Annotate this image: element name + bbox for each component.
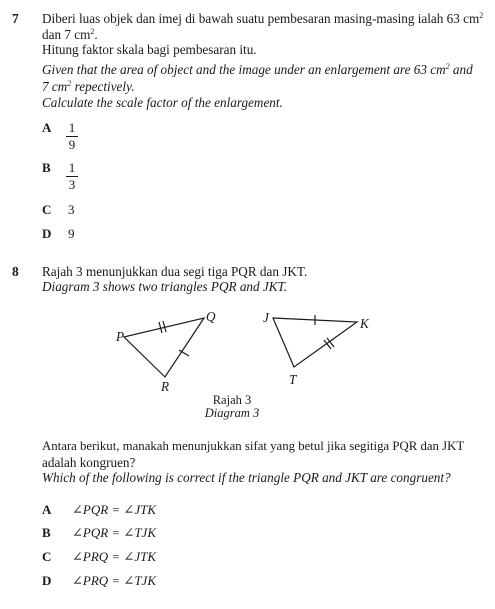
triangle-jkt <box>273 318 357 367</box>
label-q: Q <box>206 309 216 324</box>
q8-english-intro: Diagram 3 shows two triangles PQR and JKT. <box>42 279 288 294</box>
q7-option-d-letter[interactable]: D <box>42 226 52 241</box>
label-k: K <box>360 316 369 331</box>
q7-malay-line-1: Diberi luas objek dan imej di bawah suatu pembesaran masing-masing ialah 63 $cm^2$ <box>42 11 484 26</box>
fraction-numerator: 1 <box>68 120 76 135</box>
q8-option-c-letter[interactable]: C <box>42 549 52 564</box>
q8-malay-intro: Rajah 3 menunjukkan dua segi tiga PQR dan JKT. <box>42 264 308 279</box>
q8-option-d-letter[interactable]: D <box>42 573 52 588</box>
question-7-number: 7 <box>12 11 19 26</box>
q7-option-c-value[interactable]: 3 <box>68 202 75 217</box>
q8-malay-question-line-1: Antara berikut, manakah menunjukkan sifat yang betul jika segitiga PQR dan JKT <box>42 439 465 453</box>
fraction-numerator: 1 <box>68 160 76 175</box>
fraction-denominator: 9 <box>68 137 76 152</box>
q7-english-line-1: Given that the area of object and the image under an enlargement are 63 $cm^2$ and <box>42 62 473 77</box>
q8-option-a-text[interactable]: ∠PQR = ∠JTK <box>72 502 156 517</box>
diagram-caption-malay: Rajah 3 <box>212 393 252 407</box>
q8-malay-question-line-2: adalah kongruen? <box>42 455 136 470</box>
q7-malay-line-2: dan 7 $cm^2$. <box>42 27 98 42</box>
q7-option-d-value[interactable]: 9 <box>68 226 75 241</box>
label-j: J <box>263 310 269 325</box>
label-r: R <box>161 379 170 394</box>
fraction-denominator: 3 <box>68 177 76 192</box>
q7-english-line-2: 7 $cm^2$ repectively. <box>42 79 135 94</box>
q7-malay-line-3: Hitung faktor skala bagi pembesaran itu. <box>42 42 257 57</box>
label-t: T <box>289 372 297 387</box>
q7-option-c-letter[interactable]: C <box>42 202 52 217</box>
diagram-caption-english: Diagram 3 <box>204 406 260 420</box>
q8-option-c-text[interactable]: ∠PRQ = ∠JTK <box>72 549 156 564</box>
question-8-number: 8 <box>12 264 19 279</box>
q8-option-b-text[interactable]: ∠PQR = ∠TJK <box>72 525 156 540</box>
label-p: P <box>116 329 125 344</box>
q7-option-a-letter[interactable]: A <box>42 120 52 135</box>
q8-option-a-letter[interactable]: A <box>42 502 52 517</box>
q8-option-b-letter[interactable]: B <box>42 525 51 540</box>
q7-english-line-3: Calculate the scale factor of the enlargement. <box>42 95 283 110</box>
q8-option-d-text[interactable]: ∠PRQ = ∠TJK <box>72 573 156 588</box>
q7-option-b-letter[interactable]: B <box>42 160 51 175</box>
q8-english-question: Which of the following is correct if the triangle PQR and JKT are congruent? <box>42 470 451 485</box>
tick-pq-2 <box>163 321 166 332</box>
